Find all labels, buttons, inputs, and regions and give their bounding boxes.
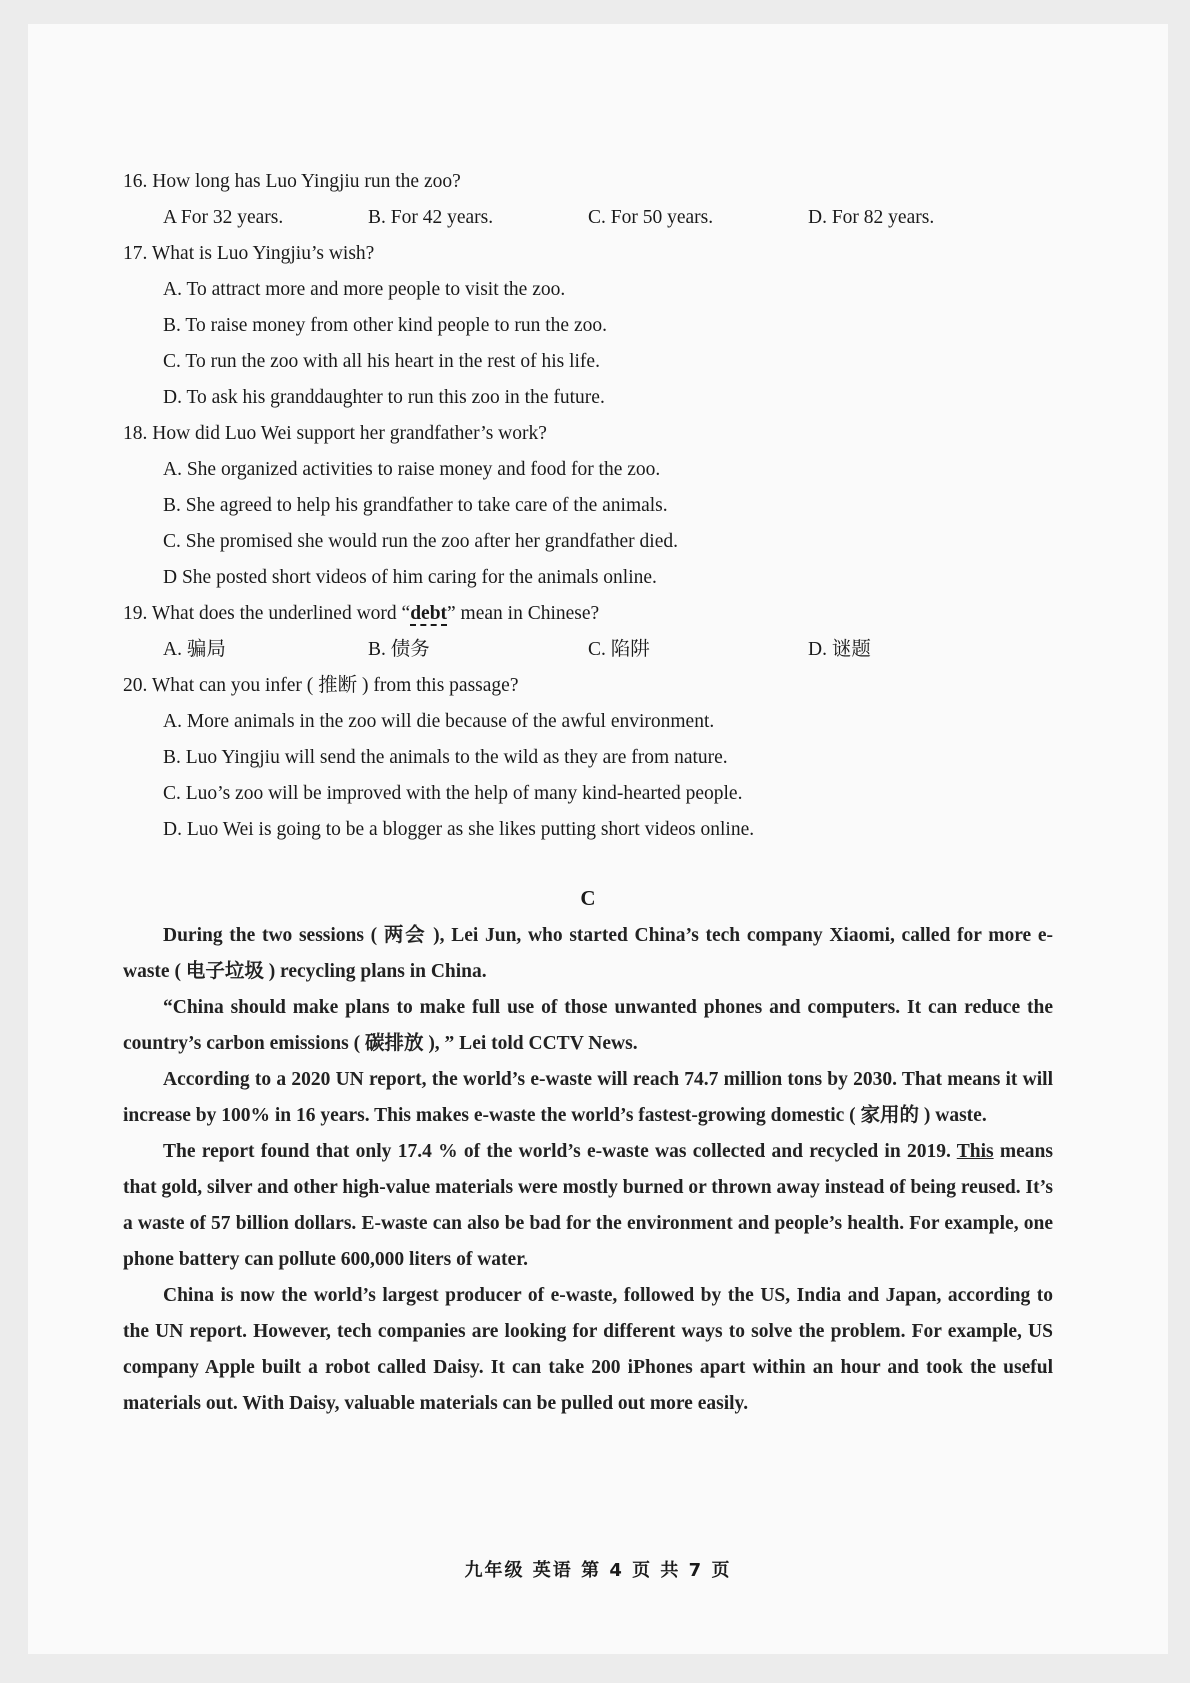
option-d: D. For 82 years. <box>808 207 935 228</box>
question-16-options <box>123 200 1053 236</box>
question-17-stem: 17. What is Luo Yingjiu’s wish? <box>123 243 375 264</box>
option-d: D. 谜题 <box>808 639 871 660</box>
paragraph-4 <box>123 1134 1053 1278</box>
option-d: D. Luo Wei is going to be a blogger as she likes putting short videos online. <box>163 819 755 840</box>
stem-before: 19. What does the underlined word “ <box>123 603 411 624</box>
paragraph-5: China is now the world’s largest producer of e-waste, followed by the US, India and Japan, according to the UN report. However, tech companies are looking for different ways to solve the problem. For example, US company Apple built a robot called Daisy. It can take 200 iPhones apart within an hour and took the useful materials out. With Daisy, valuable materials can be pulled out more easily. <box>123 1285 1053 1414</box>
paragraph-4-before: The report found that only 17.4 % of the world’s e-waste was collected and recycled in 2019. <box>163 1141 957 1162</box>
option-d: D. To ask his granddaughter to run this zoo in the future. <box>163 387 605 408</box>
paragraph-3: According to a 2020 UN report, the world’s e-waste will reach 74.7 million tons by 2030. That means it will increase by 100% in 16 years. This makes e-waste the world’s fastest-growing domestic ( 家用的 ) waste. <box>123 1069 1053 1126</box>
option-c: C. Luo’s zoo will be improved with the help of many kind-hearted people. <box>163 783 743 804</box>
option-b: B. For 42 years. <box>368 207 494 228</box>
paragraph-2: “China should make plans to make full use of those unwanted phones and computers. It can reduce the country’s carbon emissions ( 碳排放 ), ” Lei told CCTV News. <box>123 997 1053 1054</box>
option-b: B. Luo Yingjiu will send the animals to the wild as they are from nature. <box>163 747 728 768</box>
stem-after: ” mean in Chinese? <box>447 603 600 624</box>
paragraph-4-after: means that gold, silver and other high-value materials were mostly burned or thrown away instead of being reused. It’s a waste of 57 billion dollars. E-waste can also be bad for the environment and people’s health. For example, one phone battery can pollute 600,000 liters of water. <box>123 1141 1053 1270</box>
question-16-stem: 16. How long has Luo Yingjiu run the zoo? <box>123 171 461 192</box>
option-b: B. She agreed to help his grandfather to take care of the animals. <box>163 495 668 516</box>
option-b: B. To raise money from other kind people to run the zoo. <box>163 315 607 336</box>
option-c: C. To run the zoo with all his heart in the rest of his life. <box>163 351 600 372</box>
question-18-stem: 18. How did Luo Wei support her grandfather’s work? <box>123 423 547 444</box>
page-footer: 九年级 英语 第 4 页 共 7 页 <box>464 1560 732 1581</box>
option-c: C. For 50 years. <box>588 207 714 228</box>
option-a: A. More animals in the zoo will die because of the awful environment. <box>163 711 715 732</box>
question-19-stem <box>123 596 1053 632</box>
question-20-stem: 20. What can you infer ( 推断 ) from this passage? <box>123 675 519 696</box>
option-a: A. To attract more and more people to visit the zoo. <box>163 279 566 300</box>
option-c: C. She promised she would run the zoo after her grandfather died. <box>163 531 678 552</box>
option-c: C. 陷阱 <box>588 639 650 660</box>
page-content <box>123 164 1053 1422</box>
option-b: B. 债务 <box>368 639 430 660</box>
option-d: D She posted short videos of him caring for the animals online. <box>163 567 657 588</box>
paragraph-1: During the two sessions ( 两会 ), Lei Jun, who started China’s tech company Xiaomi, called for more e-waste ( 电子垃圾 ) recycling plans in China. <box>123 925 1053 982</box>
option-a: A For 32 years. <box>163 207 284 228</box>
underlined-word: debt <box>410 603 448 624</box>
underlined-word: This <box>956 1141 994 1162</box>
option-a: A. 骗局 <box>163 639 226 660</box>
question-19-options <box>123 632 1053 668</box>
exam-page <box>28 24 1168 1654</box>
reading-passage <box>123 918 1053 1422</box>
option-a: A. She organized activities to raise money and food for the zoo. <box>163 459 661 480</box>
section-title: C <box>580 886 596 910</box>
